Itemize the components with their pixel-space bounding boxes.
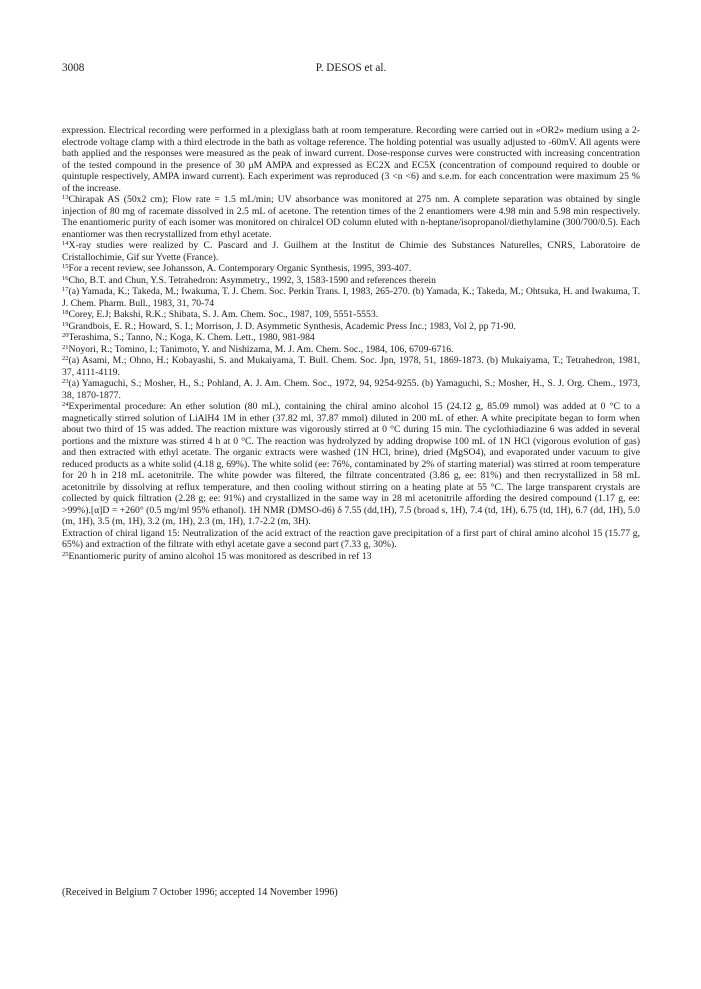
- reference-note: $^{24}$Experimental procedure: An ether solution (80 mL), containing the chiral amino alcohol 15 (24.12 g, 85.09 mmol) was added at 0 °C to a magnetically stirred solution of LiAlH4 1M in ether (37.82 ml, 37.87 mmol) diluted in 200 mL of ether. A white precipitate began to form when about two third of 15 was added. The reaction mixture was vigorously stirred at 0 °C during 15 min. The cyclothiadiazine 6 was added in several portions and the mixture was stirred 4 h at 0 °C. The reaction was hydrolyzed by adding dropwise 100 mL of 1N HCl (vigorous evolution of gas) and then extracted with ethyl acetate. The organic extracts were washed (1N HCl, brine), dried (MgSO4), and evaporated under vacuum to give reduced products as a white solid (4.18 g, 69%). The white solid (ee: 76%, contaminated by 2% of starting material) was stirred at room temperature for 20 h in 218 mL acetonitrile. The white powder was filtered, the filtrate concentrated (3.86 g, ee: 81%) and then recrystallized in 58 mL acetonitrile by dissolving at reflux temperature, and then cooling without stirring on a heating plate at 55 °C. The large transparent crystals are collected by quick filtration (2.28 g; ee: 91%) and crystallized in the same way in 28 ml acetonitrile affording the desired compound (1.17 g, ee: >99%).[α]D = +260° (0.5 mg/ml 95% ethanol). 1H NMR (DMSO-d6) δ 7.55 (dd,1H), 7.5 (broad s, 1H), 7.4 (td, 1H), 6.75 (td, 1H), 6.7 (dd, 1H), 5.0 (m, 1H), 3.5 (m, 1H), 3.2 (m, 1H), 2.3 (m, 1H), 1.7-2.2 (m, 3H).: [62, 401, 640, 527]
- reference-note: $^{14}$X-ray studies were realized by C. Pascard and J. Guilhem at the Institut de Chimie des Substances Naturelles, CNRS, Laboratoire de Cristallochimie, Gif sur Yvette (France).: [62, 240, 640, 263]
- reference-note: $^{21}$Noyori, R.; Tomino, I.; Tanimoto, Y. and Nishizama, M. J. Am. Chem. Soc., 1984, 106, 6709-6716.: [62, 343, 454, 355]
- running-head: P. DESOS et al.: [315, 62, 387, 74]
- page-number: 3008: [62, 62, 85, 74]
- reference-note: $^{20}$Terashima, S.; Tanno, N.; Koga, K. Chem. Lett., 1980, 981-984: [62, 332, 315, 343]
- reference-note: Extraction of chiral ligand 15: Neutralization of the acid extract of the reaction gave precipitation of a first part of chiral amino alcohol 15 (15.77 g, 65%) and extraction of the filtrate with ethyl acetate gave a second part (7.33 g, 30%).: [62, 527, 640, 550]
- reference-note: $^{16}$Cho, B.T. and Chun, Y.S. Tetrahedron: Asymmetry., 1992, 3, 1583-1590 and references therein: [62, 274, 436, 286]
- reference-note: $^{23}$(a) Yamaguchi, S.; Mosher, H., S.; Pohland, A. J. Am. Chem. Soc., 1972, 94, 9254-9255. (b) Yamaguchi, S.; Mosher, H., S. J. Org. Chem., 1973, 38, 1870-1877.: [62, 378, 640, 401]
- reference-note: $^{22}$(a) Asami, M.; Ohno, H.; Kobayashi, S. and Mukaiyama, T. Bull. Chem. Soc. Jpn, 1978, 51, 1869-1873. (b) Mukaiyama, T.; Tetrahedron, 1981, 37, 4111-4119.: [62, 355, 640, 378]
- reference-note: $^{19}$Grandbois, E. R.; Howard, S. I.; Morrison, J. D. Asymmetic Synthesis, Academic Press Inc.; 1983, Vol 2, pp 71-90.: [62, 320, 516, 332]
- reference-note: $^{17}$(a) Yamada, K.; Takeda, M.; Iwakuma, T. J. Chem. Soc. Perkin Trans. I, 1983, 265-270. (b) Yamada, K.; Takeda, M.; Ohtsuka, H. and Iwakuma, T. J. Chem. Pharm. Bull., 1983, 31, 70-74: [62, 286, 640, 309]
- reference-note: $^{15}$For a recent review, see Johansson, A. Contemporary Organic Synthesis, 1995, 393-407.: [62, 263, 412, 274]
- received-line: (Received in Belgium 7 October 1996; accepted 14 November 1996): [62, 887, 338, 898]
- reference-note: $^{18}$Corey, E.J; Bakshi, R.K.; Shibata, S. J. Am. Chem. Soc., 1987, 109, 5551-5553.: [62, 309, 379, 320]
- page-header: [62, 62, 640, 78]
- reference-note: $^{13}$Chirapak AS (50x2 cm); Flow rate = 1.5 mL/min; UV absorbance was monitored at 275 nm. A complete separation was obtained by single injection of 80 mg of racemate dissolved in 2.5 mL of acetone. The retention times of the 2 enantiomers were 4.98 min and 5.98 min respectively. The enantiomeric purity of each isomer was monitored on chiralcel OD column eluted with n-heptane/isopropanol/diethylamine (300/700/0.5). Each enantiomer was then recrystallized from ethyl acetate.: [62, 194, 640, 240]
- body-paragraph: expression. Electrical recording were performed in a plexiglass bath at room temperature. Recording were carried out in «OR2» medium using a 2-electrode voltage clamp with a third electrode in the bath as voltage reference. The holding potential was usually adjusted to -60mV. All agents were bath applied and the responses were measured as the peak of inward current. Dose-response curves were constructed with increasing concentration of the tested compound in the presence of 30 μM AMPA and expressed as EC2X and EC5X (concentration of compound required to double or quintuple respectively, AMPA inward current). Each experiment was reproduced (3 <n <6) and s.e.m. for each concentration were maximum 25 % of the increase.: [62, 125, 640, 194]
- reference-note: $^{25}$Enantiomeric purity of amino alcohol 15 was monitored as described in ref 13: [62, 550, 372, 562]
- notes-body: [62, 125, 640, 562]
